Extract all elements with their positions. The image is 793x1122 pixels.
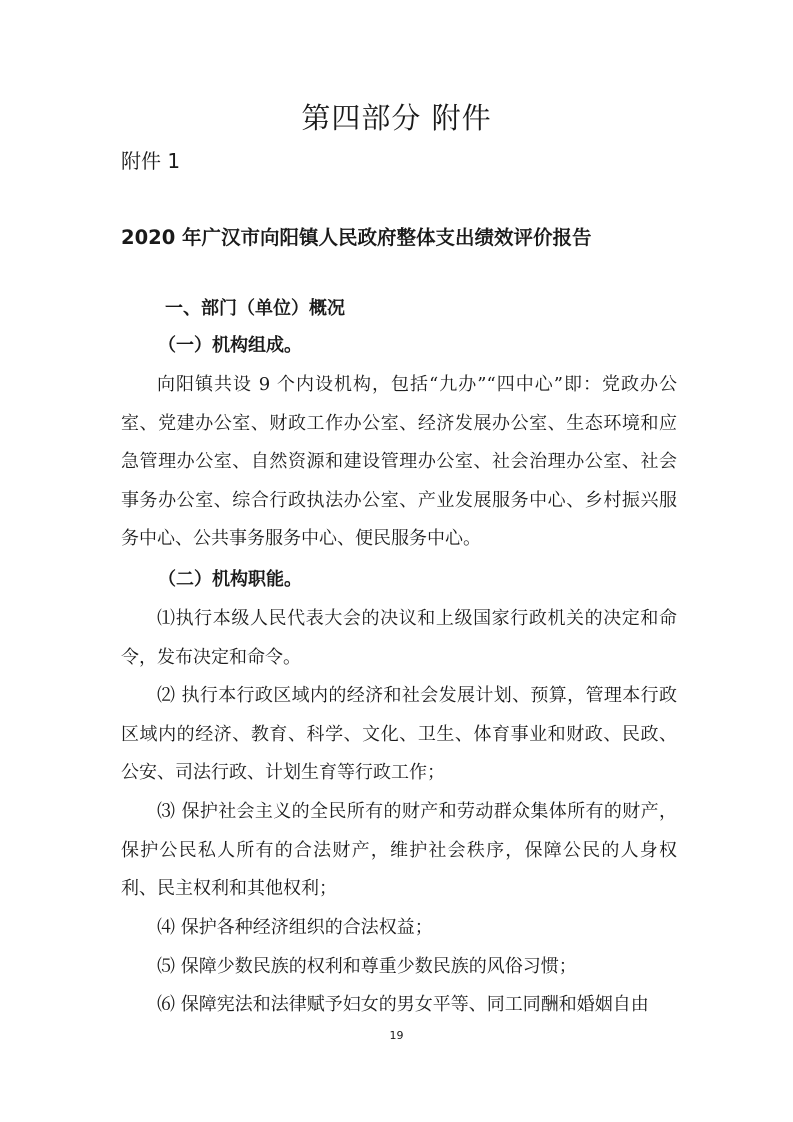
part-title: 第四部分 附件: [301, 101, 492, 135]
organization-paragraph: 向阳镇共设 9 个内设机构，包括“九办”“四中心”即：党政办公室、党建办公室、财政工作办公室、经济发展办公室、生态环境和应急管理办公室、自然资源和建设管理办公室、社会治理办公室、社会事务办公室、综合行政执法办公室、产业发展服务中心、乡村振兴服务中心、公共事务服务中心、便民服务中心。: [121, 374, 677, 550]
appendix-label: 附件 1: [121, 149, 181, 173]
function-item: ⑹ 保障宪法和法律赋予妇女的男女平等、同工同酬和婚姻自由: [157, 994, 649, 1015]
function-item: ⑵ 执行本行政区域内的经济和社会发展计划、预算，管理本行政区域内的经济、教育、科学、文化、卫生、体育事业和财政、民政、公安、司法行政、计划生育等行政工作；: [121, 685, 677, 784]
report-title: 2020 年广汉市向阳镇人民政府整体支出绩效评价报告: [121, 226, 592, 249]
subsection-heading-organization: （一）机构组成。: [158, 335, 302, 356]
function-item: ⑸ 保障少数民族的权利和尊重少数民族的风俗习惯；: [157, 956, 577, 977]
section-heading-overview: 一、部门（单位）概况: [165, 298, 345, 319]
function-item: ⑷ 保护各种经济组织的合法权益；: [157, 917, 433, 938]
function-item: ⑴执行本级人民代表大会的决议和上级国家行政机关的决定和命令，发布决定和命令。: [121, 608, 677, 668]
function-item: ⑶ 保护社会主义的全民所有的财产和劳动群众集体所有的财产，保护公民私人所有的合法财产，维护社会秩序，保障公民的人身权利、民主权利和其他权利；: [121, 801, 677, 900]
subsection-heading-functions: （二）机构职能。: [158, 569, 302, 590]
page-number: 19: [389, 1029, 404, 1042]
